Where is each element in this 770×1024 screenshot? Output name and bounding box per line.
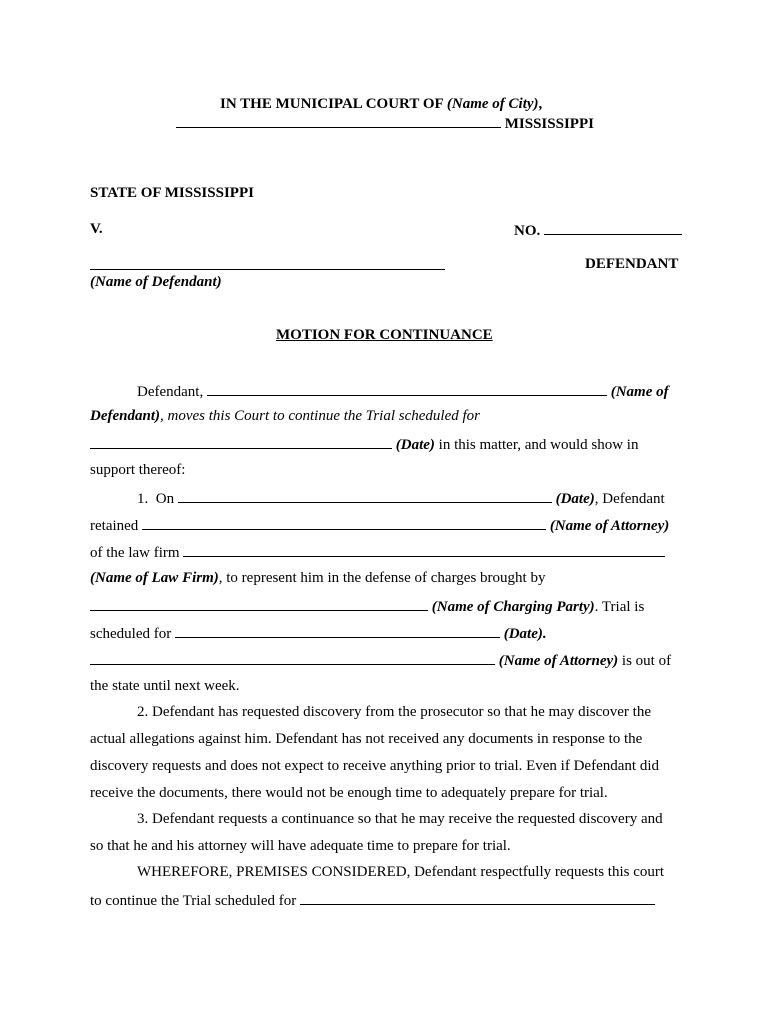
- defendant-name-placeholder: (Name of Defendant): [90, 274, 222, 290]
- intro-line3: (Date) in this matter, and would show in: [90, 434, 638, 454]
- para1-attorney-blank[interactable]: [142, 515, 546, 530]
- para1-date-blank[interactable]: [178, 488, 552, 503]
- para2-line3: discovery requests and does not expect to receive anything prior to trial. Even if Defendant did: [90, 758, 659, 774]
- wherefore-line1: WHEREFORE, PREMISES CONSIDERED, Defendant respectfully requests this court: [137, 864, 665, 880]
- intro-line2: Defendant), moves this Court to continue the Trial scheduled for: [90, 408, 480, 424]
- intro-line4: support thereof:: [90, 462, 186, 478]
- para2-line2: actual allegations against him. Defendant has not received any documents in response to the: [90, 731, 643, 747]
- para1-charging-party-blank[interactable]: [90, 596, 428, 611]
- para1-attorney2-blank[interactable]: [90, 650, 495, 665]
- para1-line7: (Name of Attorney) is out of: [90, 650, 671, 670]
- para1-line4: (Name of Law Firm), to represent him in the defense of charges brought by: [90, 570, 546, 586]
- para1-line1: 1. On (Date), Defendant: [137, 488, 665, 508]
- case-number-blank[interactable]: [544, 220, 682, 235]
- document-title: MOTION FOR CONTINUANCE: [276, 327, 493, 343]
- para1-line3: of the law firm: [90, 542, 665, 562]
- city-blank[interactable]: [176, 113, 501, 128]
- defendant-label: DEFENDANT: [585, 256, 679, 272]
- plaintiff-label: STATE OF MISSISSIPPI: [90, 185, 254, 201]
- para1-law-firm-blank[interactable]: [183, 542, 665, 557]
- para1-line6: scheduled for (Date).: [90, 623, 547, 643]
- defendant-name-line: [90, 255, 445, 275]
- intro-date-blank[interactable]: [90, 434, 392, 449]
- defendant-name-blank[interactable]: [90, 255, 445, 270]
- para1-line2: retained (Name of Attorney): [90, 515, 669, 535]
- court-caption-line2: MISSISSIPPI: [176, 113, 594, 133]
- intro-line1: Defendant, (Name of: [137, 381, 669, 401]
- para3-line2: so that he and his attorney will have adequate time to prepare for trial.: [90, 838, 511, 854]
- para1-line5: (Name of Charging Party). Trial is: [90, 596, 644, 616]
- para1-trial-date-blank[interactable]: [175, 623, 500, 638]
- court-caption-line1: IN THE MUNICIPAL COURT OF (Name of City),: [220, 96, 543, 112]
- para3-line1: 3. Defendant requests a continuance so that he may receive the requested discovery and: [137, 811, 663, 827]
- para2-line1: 2. Defendant has requested discovery from the prosecutor so that he may discover the: [137, 704, 651, 720]
- wherefore-line2: to continue the Trial scheduled for: [90, 890, 655, 910]
- versus-label: V.: [90, 221, 103, 237]
- city-placeholder: (Name of City): [446, 96, 539, 112]
- para2-line4: receive the documents, there would not be enough time to adequately prepare for trial.: [90, 785, 608, 801]
- intro-defendant-blank[interactable]: [207, 381, 607, 396]
- case-number: NO.: [514, 220, 682, 240]
- wherefore-date-blank[interactable]: [300, 890, 655, 905]
- para1-line8: the state until next week.: [90, 678, 240, 694]
